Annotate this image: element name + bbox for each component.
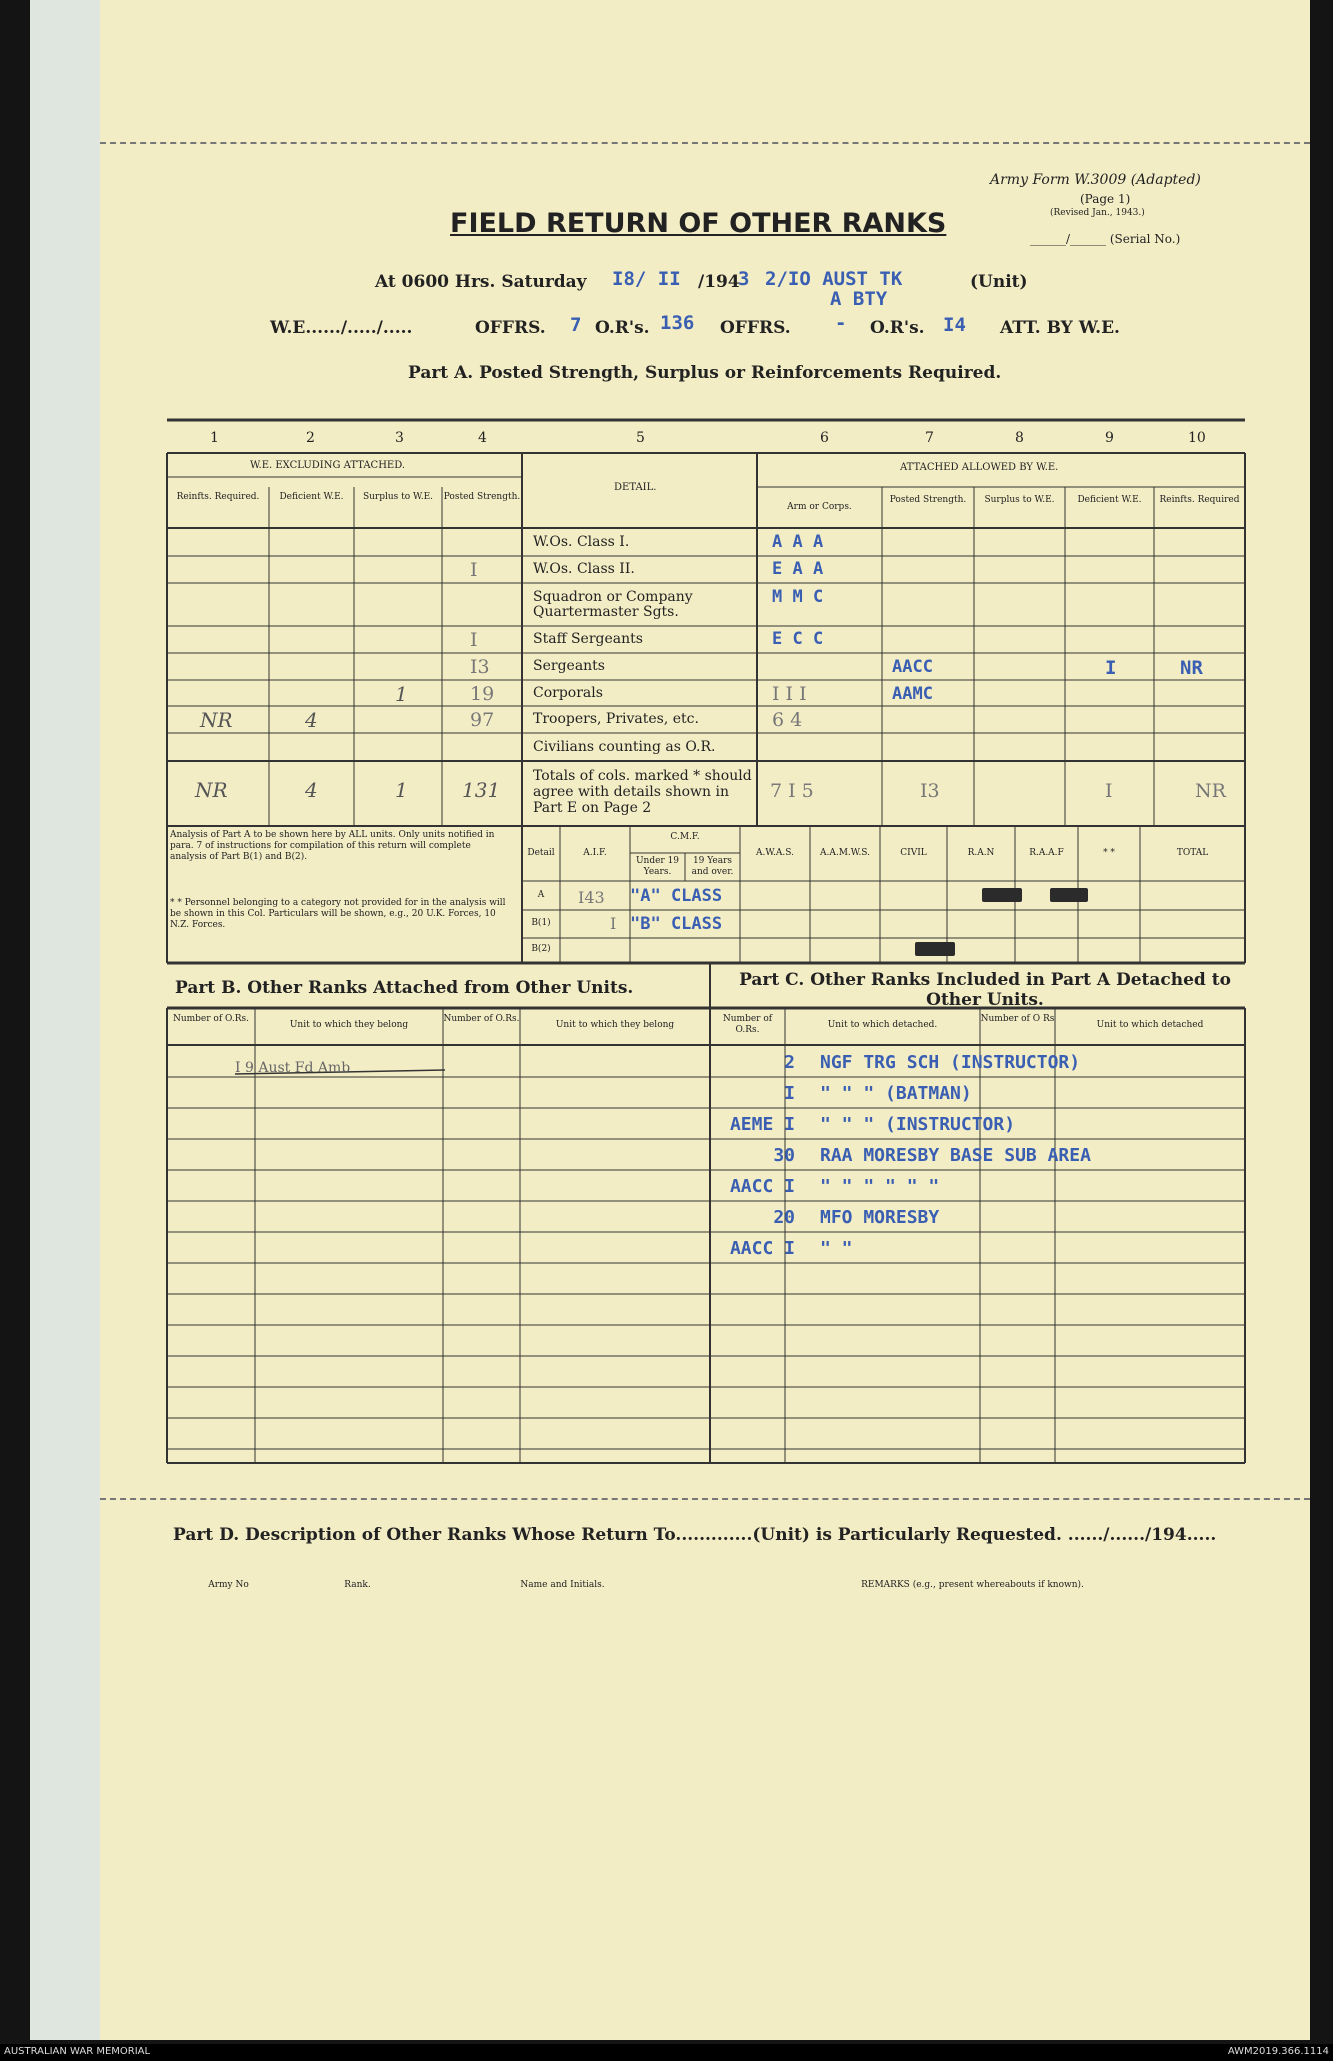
row-detail: Staff Sergeants [533,631,643,647]
analysis-row-b1-aif: I [610,914,617,933]
page-number: (Page 1) [1080,192,1131,206]
row-posted-strength: I [470,559,478,581]
offrs-value-2: - [835,312,847,334]
col-number-6: 6 [820,430,829,446]
analysis-header-raaf: R.A.A.F [1029,848,1064,858]
analysis-header-other: * * [1103,848,1115,858]
row-detail: W.Os. Class I. [533,534,630,550]
part-a-title: Part A. Posted Strength, Surplus or Reinforcements Required. [408,363,1002,383]
row-arm-corps: M M C [772,587,824,607]
analysis-header-under19: Under 19 Years. [635,856,680,877]
row-posted-strength: I [470,629,478,651]
part-c-row-unit: MFO MORESBY [820,1207,940,1228]
totals-deficient: 4 [305,778,318,802]
header-surplus-we: Surplus to W.E. [362,492,434,502]
header-deficient-att: Deficient W.E. [1077,495,1142,505]
analysis-header-19over: 19 Years and over. [691,856,734,877]
part-c-row-number: AEME I [729,1114,795,1135]
row-att-reinfts: NR [1180,657,1203,679]
part-c-row-number: 2 [784,1052,795,1073]
analysis-header-awas: A.W.A.S. [756,848,794,858]
analysis-row-b2-detail: B(2) [531,944,551,954]
row-reinfts-required: NR [200,708,233,732]
part-c-title: Part C. Other Ranks Included in Part A Detached to Other Units. [739,970,1231,1010]
revised-date: (Revised Jan., 1943.) [1050,208,1145,218]
totals-reinfts: NR [195,778,228,802]
group-left-header: W.E. EXCLUDING ATTACHED. [250,460,406,471]
group-right-header: ATTACHED ALLOWED BY W.E. [900,462,1059,473]
detail-header: DETAIL. [614,482,657,493]
footer-right: AWM2019.366.1114 [1227,2046,1329,2057]
part-d-header-rank: Rank. [344,1580,371,1590]
row-arm-corps: E C C [772,629,824,649]
analysis-header-cmf: C.M.F. [670,832,700,842]
part-d-header-name: Name and Initials. [520,1580,605,1590]
footer-bar [0,2044,1333,2061]
part-c-row-number: AACC I [729,1176,795,1197]
part-c-row-unit: " " " (INSTRUCTOR) [820,1114,1016,1135]
analysis-row-a-detail: A [537,890,545,900]
col-number-5: 5 [636,430,645,446]
analysis-header-ran: R.A.N [967,848,995,858]
header-reinfts-required: Reinfts. Required. [176,492,260,502]
col-number-7: 7 [925,430,934,446]
row-posted-strength: I3 [470,656,490,678]
row-posted-strength: 97 [470,709,495,731]
we-label: W.E....../...../..... [270,318,413,338]
part-c-row-number: AACC I [729,1238,795,1259]
part-b-header-num-2: Number of O.Rs. [443,1014,520,1024]
row-deficient: 4 [305,708,318,732]
unit-value-line1: 2/IO AUST TK [765,268,903,290]
ors-value-2: I4 [943,314,966,336]
footer-left: AUSTRALIAN WAR MEMORIAL [4,2046,151,2057]
part-c-row-unit: " " [820,1238,853,1259]
row-detail: W.Os. Class II. [533,561,635,577]
part-d-title: Part D. Description of Other Ranks Whose Return To.............(Unit) is Particularly Requested. ....../....../194..... [173,1525,1217,1545]
row-detail: Corporals [533,685,603,701]
part-b-struck-entry: I 9 Aust Fd Amb [235,1060,351,1076]
row-detail: Troopers, Privates, etc. [533,711,699,727]
part-b-header-num-1: Number of O.Rs. [172,1014,250,1024]
row-detail: Squadron or Company Quartermaster Sgts. [533,589,693,620]
redaction-raaf [1050,888,1088,902]
analysis-note-2: * * Personnel belonging to a category not provided for in the analysis will be shown in this Col. Particulars will be shown, e.g., 20 U.K. Forces, 10 N.Z. Forces. [170,898,506,930]
row-arm-corps: E A A [772,559,824,579]
header-reinfts-att: Reinfts. Required [1159,495,1240,505]
row-posted-strength: 19 [470,683,495,705]
part-c-row-number: 20 [773,1207,795,1228]
col-number-1: 1 [210,430,219,446]
year-prefix: /194 [698,272,740,292]
redaction-ran [982,888,1022,902]
redaction-civil [915,942,955,956]
perforation-line-middle [100,1498,1310,1500]
col-number-8: 8 [1015,430,1024,446]
form-title: FIELD RETURN OF OTHER RANKS [450,208,947,239]
analysis-note: Analysis of Part A to be shown here by ALL units. Only units notified in para. 7 of instructions for compilation of this return will complete analysis of Part B(1) and B(2). [170,830,495,862]
offrs-label-1: OFFRS. [475,318,546,338]
analysis-row-a-cmf: "A" CLASS [630,886,723,906]
header-posted-strength-att: Posted Strength. [889,495,967,505]
ors-label-1: O.R's. [595,318,650,338]
row-detail: Civilians counting as O.R. [533,739,716,755]
form-number: Army Form W.3009 (Adapted) [990,172,1201,188]
totals-arm: 7 I 5 [770,780,814,802]
analysis-header-total: TOTAL [1176,848,1209,858]
col-number-10: 10 [1188,430,1206,446]
analysis-row-b1-cmf: "B" CLASS [630,914,723,934]
totals-posted: 131 [462,778,501,802]
att-by-we-label: ATT. BY W.E. [1000,318,1120,338]
part-c-header-unit-1: Unit to which detached. [827,1020,938,1030]
analysis-header-detail: Detail [527,848,555,858]
row-arm-corps: A A A [772,532,824,552]
part-c-row-number: 30 [773,1145,795,1166]
col-number-4: 4 [478,430,487,446]
part-b-header-unit-2: Unit to which they belong [555,1020,675,1030]
date-value: I8/ II [612,268,681,290]
at-hours-label: At 0600 Hrs. Saturday [375,272,587,292]
part-c-row-unit: " " " " " " [820,1176,940,1197]
totals-att-deficient: I [1105,780,1113,802]
totals-surplus: 1 [395,778,408,802]
analysis-header-civil: CIVIL [900,848,927,858]
part-b-header-unit-1: Unit to which they belong [289,1020,409,1030]
offrs-label-2: OFFRS. [720,318,791,338]
row-att-posted: AACC [892,657,933,677]
row-att-deficient: I [1105,657,1117,679]
part-d-header-army-no: Army No [208,1580,249,1590]
year-suffix: 3 [738,268,750,290]
col-number-3: 3 [395,430,404,446]
row-detail: Sergeants [533,658,605,674]
ors-value-1: 136 [660,312,695,334]
part-c-header-unit-2: Unit to which detached [1096,1020,1204,1030]
unit-value-line2: A BTY [830,288,888,310]
part-b-title: Part B. Other Ranks Attached from Other Units. [175,978,634,998]
col-number-2: 2 [306,430,315,446]
part-c-header-num-1: Number of O.Rs. [722,1014,773,1035]
form-page [30,0,1310,2040]
header-posted-strength: Posted Strength. [443,492,521,502]
part-c-row-unit: RAA MORESBY BASE SUB AREA [820,1145,1091,1166]
part-c-row-unit: " " " (BATMAN) [820,1083,972,1104]
analysis-row-b1-detail: B(1) [531,918,551,928]
analysis-header-aamws: A.A.M.W.S. [819,848,871,858]
ors-label-2: O.R's. [870,318,925,338]
part-d-header-remarks: REMARKS (e.g., present whereabouts if known). [861,1580,1084,1590]
totals-att-posted: I3 [920,780,940,802]
totals-att-reinfts: NR [1195,780,1226,802]
part-c-row-unit: NGF TRG SCH (INSTRUCTOR) [820,1052,1081,1073]
row-att-posted: AAMC [892,684,933,704]
header-surplus-att: Surplus to W.E. [984,495,1055,505]
part-c-header-num-2: Number of O Rs [980,1014,1055,1024]
part-c-row-number: I [784,1083,795,1104]
analysis-row-a-aif: I43 [578,888,605,907]
row-arm-corps: 6 4 [772,709,803,731]
serial-no-label: ______/______ (Serial No.) [1030,232,1181,246]
offrs-value-1: 7 [570,314,582,336]
header-arm-corps: Arm or Corps. [787,502,852,512]
row-surplus: 1 [395,682,408,706]
unit-label: (Unit) [970,272,1028,292]
row-arm-corps: I I I [772,683,807,705]
col-number-9: 9 [1105,430,1114,446]
analysis-header-aif: A.I.F. [583,848,607,858]
totals-detail: Totals of cols. marked * should agree with details shown in Part E on Page 2 [533,768,752,816]
header-deficient-we: Deficient W.E. [279,492,344,502]
